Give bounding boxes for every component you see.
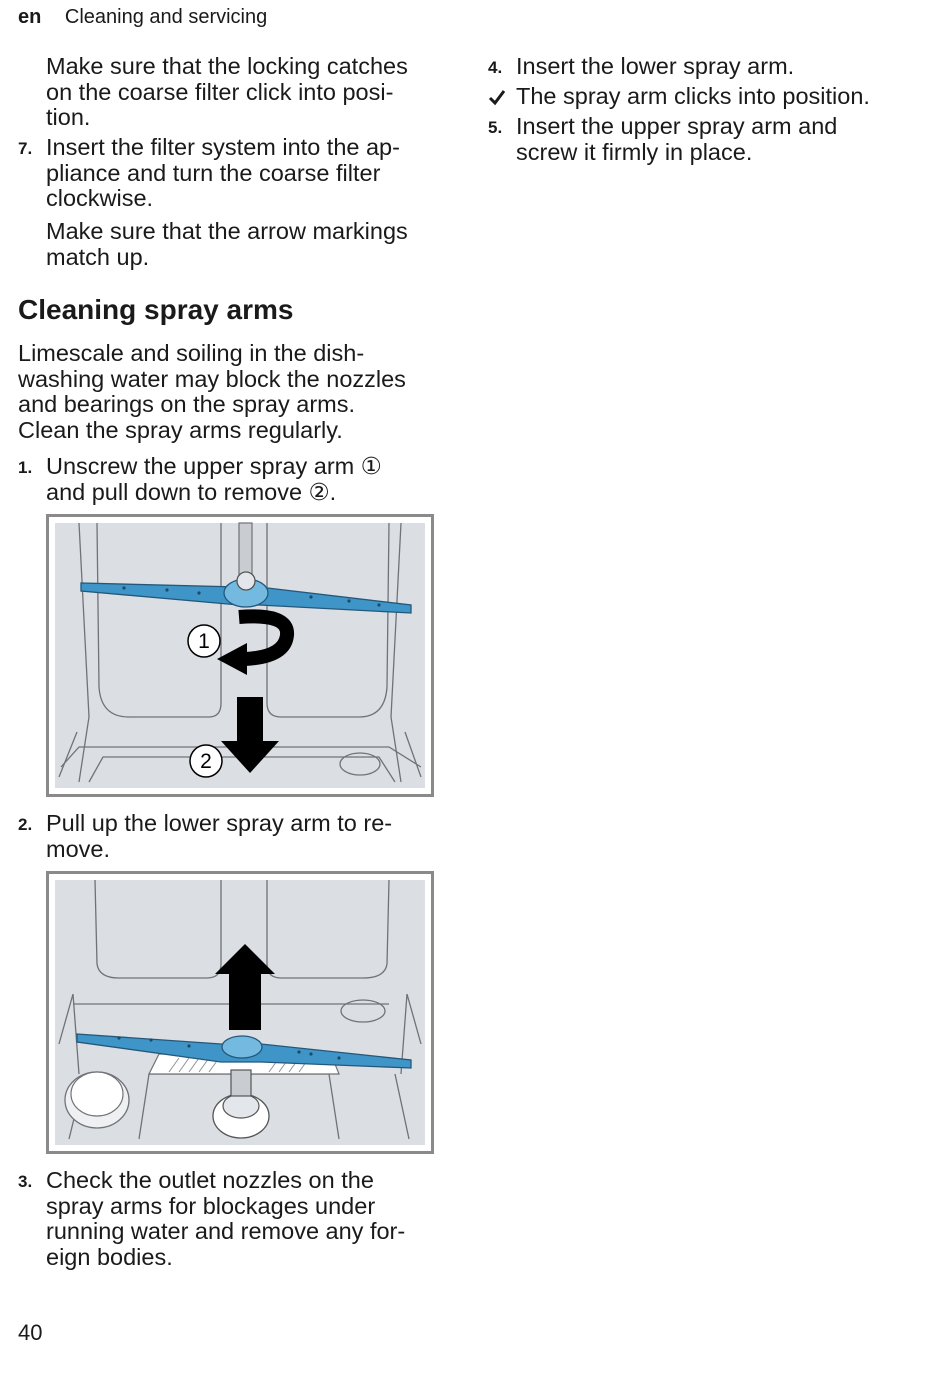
text-line: eign bodies. bbox=[46, 1243, 173, 1270]
section-title: Cleaning and servicing bbox=[64, 6, 268, 28]
text-line: on the coarse filter click into posi- bbox=[46, 78, 394, 105]
page-number: 40 bbox=[18, 1320, 43, 1345]
text-line: and bearings on the spray arms. bbox=[18, 391, 356, 417]
intro-paragraph bbox=[18, 341, 438, 443]
text-line: Pull up the lower spray arm to re- bbox=[46, 810, 393, 836]
step-number: 7. bbox=[18, 139, 33, 158]
text-line: match up. bbox=[46, 243, 150, 270]
language-code: en bbox=[18, 6, 42, 28]
step-1 bbox=[18, 454, 466, 505]
text-line: tion. bbox=[46, 104, 91, 130]
step-number: 2. bbox=[18, 815, 33, 834]
text-line: screw it firmly in place. bbox=[516, 138, 753, 165]
text-line: Make sure that the arrow markings bbox=[46, 218, 408, 244]
step-number: 5. bbox=[488, 118, 503, 137]
text-line: spray arms for blockages under bbox=[46, 1192, 376, 1219]
figure-lower-spray-arm bbox=[46, 871, 434, 1154]
text-line: washing water may block the nozzles bbox=[18, 365, 406, 392]
step-5 bbox=[488, 114, 950, 165]
step-7 bbox=[18, 135, 466, 212]
result-line bbox=[488, 84, 950, 110]
callout-label: 1 bbox=[198, 630, 210, 653]
text-line: running water and remove any for- bbox=[46, 1218, 406, 1244]
text-line: Check the outlet nozzles on the bbox=[46, 1167, 374, 1193]
step-number: 3. bbox=[18, 1172, 33, 1191]
text-line: Unscrew the upper spray arm ① bbox=[46, 453, 382, 479]
text-line: Clean the spray arms regularly. bbox=[18, 416, 343, 443]
intro-note bbox=[18, 54, 466, 131]
down-arrow-icon bbox=[237, 697, 263, 745]
step-2 bbox=[18, 811, 466, 862]
lower-spray-arm-illustration bbox=[49, 874, 431, 1151]
step-4 bbox=[488, 54, 950, 80]
page-header bbox=[18, 6, 267, 29]
check-icon bbox=[488, 84, 508, 108]
step-number: 4. bbox=[488, 58, 503, 77]
text-line: Insert the filter system into the ap- bbox=[46, 134, 400, 160]
section-heading: Cleaning spray arms bbox=[18, 294, 294, 325]
figure-upper-spray-arm bbox=[46, 514, 434, 797]
text-line: Insert the upper spray arm and bbox=[516, 113, 838, 139]
text-line: and pull down to remove ②. bbox=[46, 478, 337, 505]
text-line: Insert the lower spray arm. bbox=[516, 53, 795, 79]
text-line: clockwise. bbox=[46, 185, 154, 211]
callout-label: 2 bbox=[200, 750, 212, 773]
text-line: Make sure that the locking catches bbox=[46, 53, 408, 79]
text-line: The spray arm clicks into position. bbox=[516, 83, 870, 109]
step-7-note bbox=[18, 219, 466, 270]
step-number: 1. bbox=[18, 458, 33, 477]
step-3 bbox=[18, 1168, 466, 1270]
upper-spray-arm-illustration bbox=[49, 517, 431, 794]
text-line: move. bbox=[46, 835, 110, 862]
text-line: Limescale and soiling in the dish- bbox=[18, 340, 365, 366]
text-line: pliance and turn the coarse filter bbox=[46, 159, 381, 186]
